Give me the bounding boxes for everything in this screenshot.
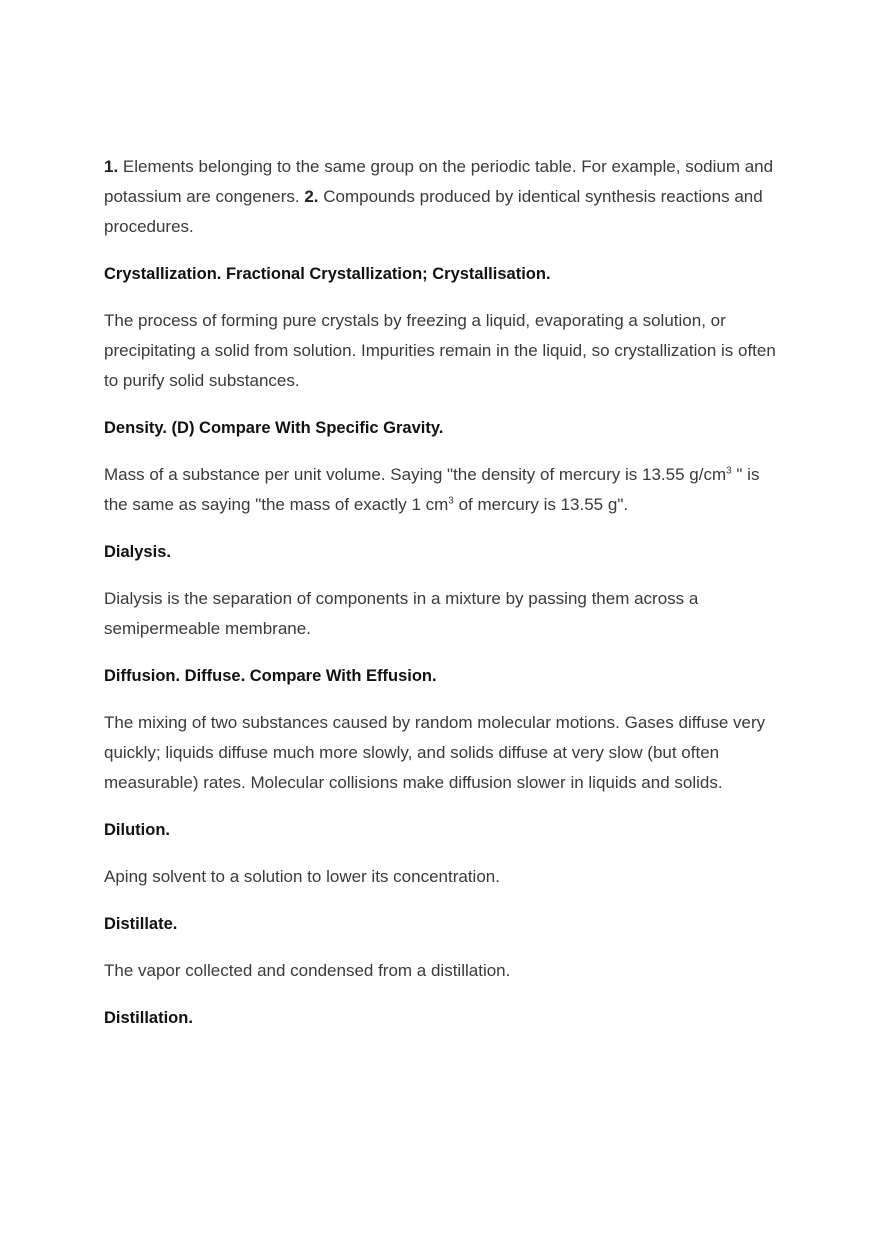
superscript-3: 3 — [726, 465, 732, 477]
crystallization-heading: Crystallization. Fractional Crystallization; Crystallisation. — [104, 265, 551, 283]
distillation-heading: Distillation. — [104, 1009, 193, 1027]
congener-definition — [104, 152, 784, 242]
dilution-heading: Dilution. — [104, 821, 170, 839]
density-text-part1: Mass of a substance per unit volume. Saying "the density of mercury is 13.55 g/cm — [104, 465, 727, 484]
diffusion-heading: Diffusion. Diffuse. Compare With Effusion. — [104, 667, 437, 685]
distillate-definition: The vapor collected and condensed from a distillation. — [104, 961, 511, 980]
diffusion-definition: The mixing of two substances caused by random molecular motions. Gases diffuse very quickly; liquids diffuse much more slowly, and solids diffuse at very slow (but often measurable) rates. Molecular collisions make diffusion slower in liquids and solids. — [104, 713, 766, 792]
density-text-part2: " is the same as saying "the mass of exactly 1 cm — [104, 465, 760, 514]
density-definition — [104, 460, 784, 520]
crystallization-definition: The process of forming pure crystals by freezing a liquid, evaporating a solution, or precipitating a solid from solution. Impurities remain in the liquid, so crystallization is often to purify solid substances. — [104, 311, 776, 390]
dilution-definition: Aping solvent to a solution to lower its concentration. — [104, 867, 500, 886]
definition-text-2: Compounds produced by identical synthesis reactions and procedures. — [104, 187, 763, 236]
superscript-3: 3 — [448, 495, 454, 507]
dialysis-heading: Dialysis. — [104, 543, 171, 561]
density-text-part3: of mercury is 13.55 g". — [453, 495, 629, 514]
distillate-heading: Distillate. — [104, 915, 178, 933]
item-number-1: 1. — [104, 157, 119, 176]
density-heading: Density. (D) Compare With Specific Gravity. — [104, 419, 444, 437]
document-page — [104, 152, 784, 1033]
definition-text-1: Elements belonging to the same group on the periodic table. For example, sodium and potassium are congeners. — [104, 157, 774, 206]
dialysis-definition: Dialysis is the separation of components in a mixture by passing them across a semipermeable membrane. — [104, 589, 699, 638]
item-number-2: 2. — [304, 187, 319, 206]
